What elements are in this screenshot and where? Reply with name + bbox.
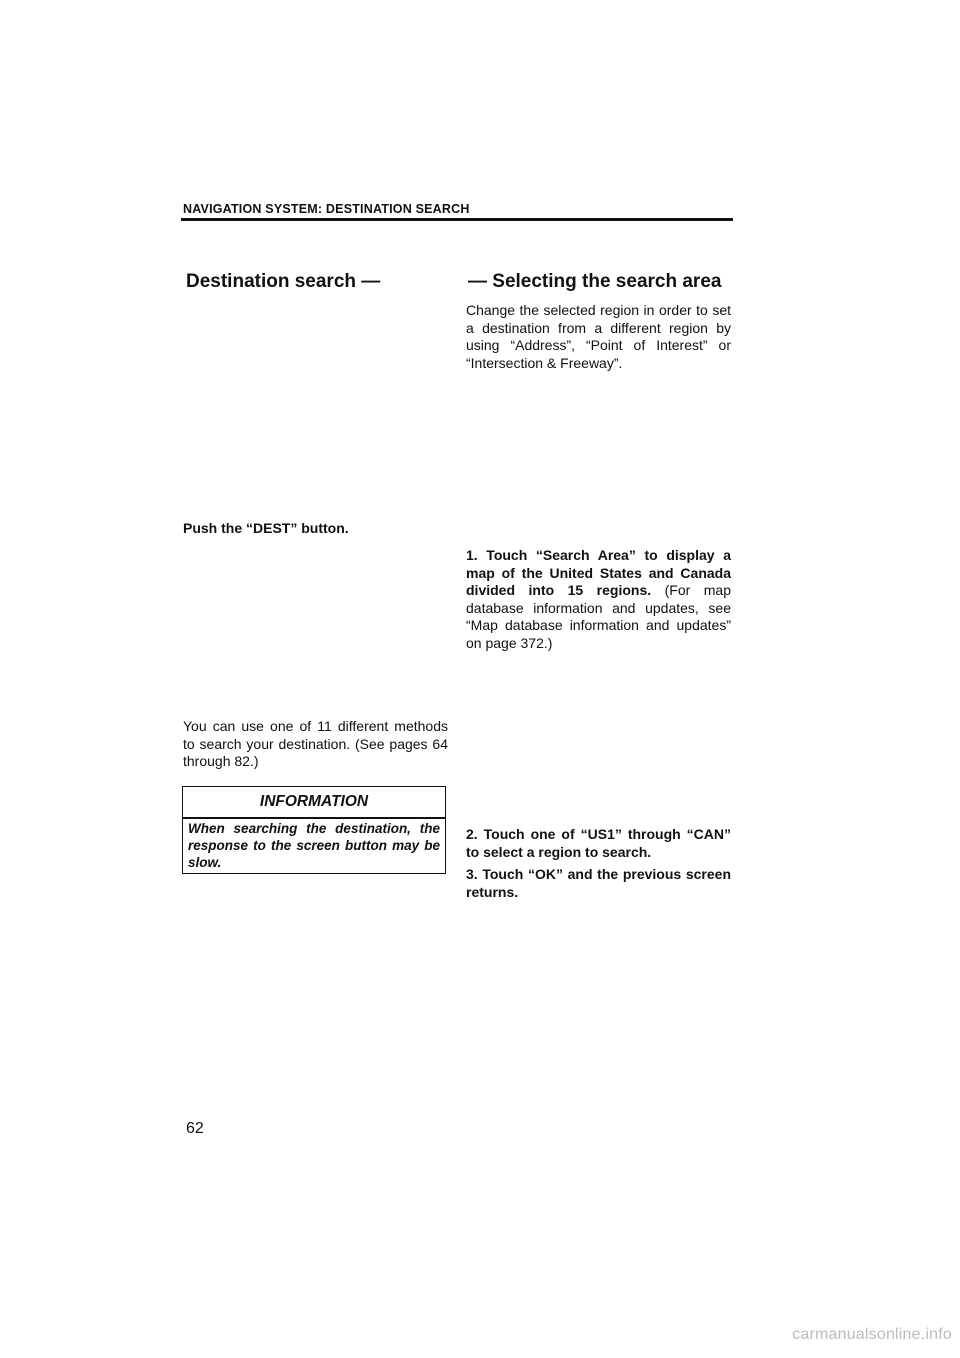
- running-header: NAVIGATION SYSTEM: DESTINATION SEARCH: [183, 202, 470, 216]
- methods-paragraph: You can use one of 11 different methods to search your destination. (See pages 64 through 82.): [183, 718, 448, 770]
- step-3-paragraph: [466, 866, 731, 901]
- step-2-paragraph: [466, 826, 731, 861]
- information-title: INFORMATION: [259, 793, 369, 810]
- step-1-paragraph: [466, 547, 731, 653]
- section-title-left: Destination search —: [186, 271, 381, 292]
- step-1-note: (For map database information and updates, see “Map database information and updates” on page 372.): [466, 582, 731, 651]
- page-number: 62: [186, 1120, 204, 1137]
- section-title-right: — Selecting the search area: [468, 271, 722, 292]
- step-push-dest: [183, 520, 448, 538]
- information-text: When searching the destination, the response to the screen button may be slow.: [188, 821, 440, 870]
- step-2-text: 2. Touch one of “US1” through “CAN” to select a region to search.: [466, 826, 731, 860]
- intro-paragraph: Change the selected region in order to set a destination from a different region by using “Address”, “Point of Interest” or “Intersection & Freeway”.: [466, 302, 731, 371]
- watermark: carmanualsonline.info: [792, 1326, 952, 1343]
- information-box: [182, 786, 446, 874]
- step-1-bold: 1. Touch “Search Area” to display a map of the United States and Canada divided into 15 regions.: [466, 547, 731, 599]
- header-rule: [181, 218, 733, 221]
- step-push-dest-text: Push the “DEST” button.: [183, 520, 349, 536]
- information-rule: [183, 817, 445, 819]
- step-3-text: 3. Touch “OK” and the previous screen returns.: [466, 866, 731, 900]
